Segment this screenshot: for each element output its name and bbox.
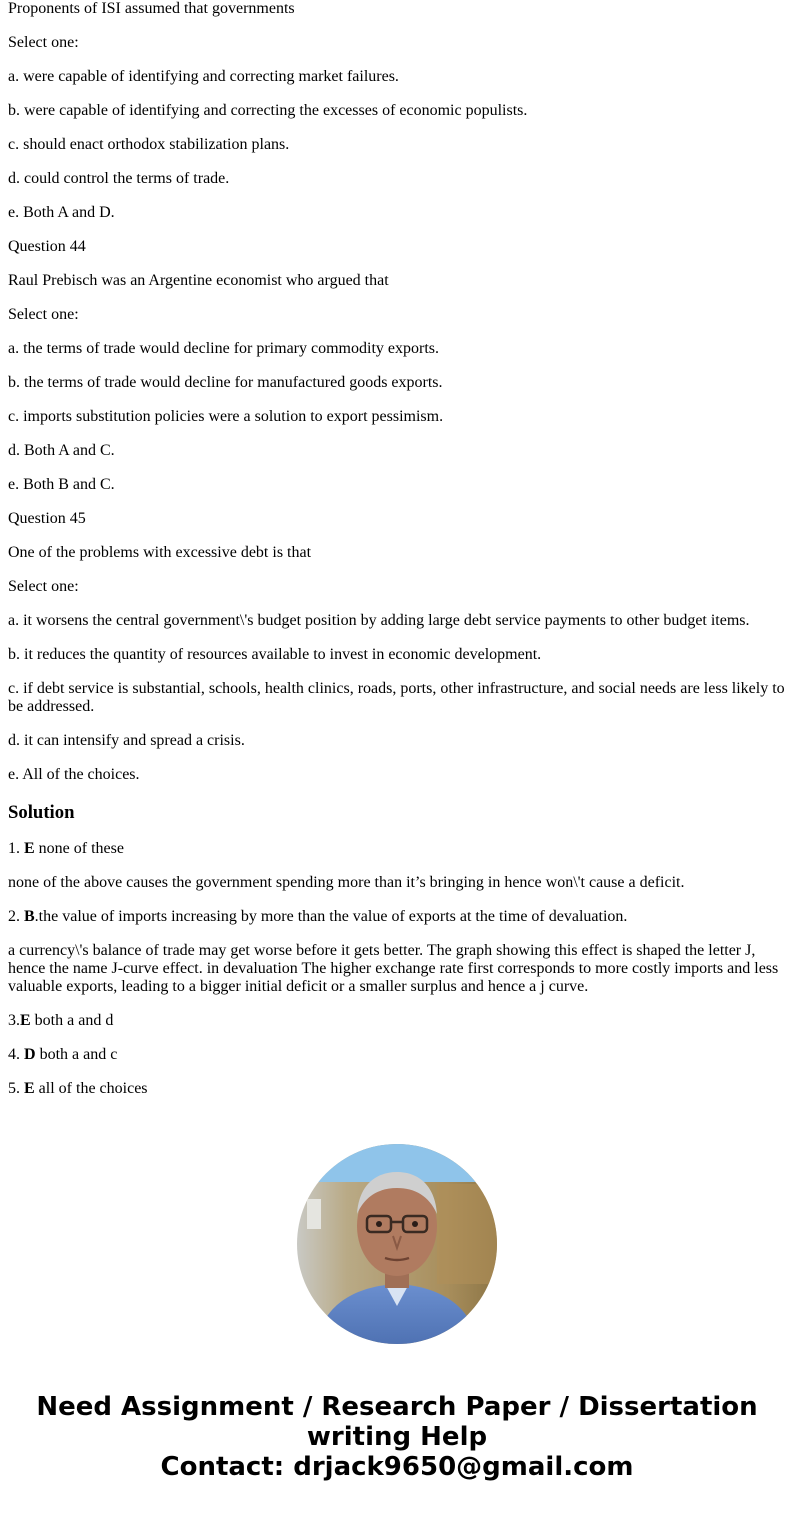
answer-1-text: none of these: [34, 840, 124, 857]
answer-3-text: both a and d: [30, 1012, 114, 1029]
answer-4-text: both a and c: [35, 1046, 118, 1063]
question-44-prompt: Select one:: [8, 306, 79, 323]
answer-2-explanation: a currency\'s balance of trade may get worse before it gets better. The graph showing this effect is shaped the letter J, hence the name J-curve effect. in devaluation The higher exchange rate first corresponds to more costly imports and less valuable exports, leading to a bigger initial deficit or a smaller surplus and hence a j curve.: [8, 942, 779, 995]
answer-2-number: 2.: [8, 908, 24, 925]
question-44-option-d: d. Both A and C.: [8, 442, 115, 459]
answer-2: [8, 908, 786, 926]
question-43-prompt: Select one:: [8, 34, 79, 51]
avatar: [297, 1144, 497, 1344]
question-44-option-c: c. imports substitution policies were a solution to export pessimism.: [8, 408, 444, 425]
question-43-stem: Proponents of ISI assumed that governments: [8, 0, 295, 17]
answer-2-text: .the value of imports increasing by more than the value of exports at the time of devaluation.: [34, 908, 628, 925]
answer-1: [8, 840, 786, 858]
tutor-photo-icon: [297, 1144, 497, 1344]
question-45-option-d: d. it can intensify and spread a crisis.: [8, 732, 245, 749]
answer-3-number: 3.: [8, 1012, 20, 1029]
question-43-option-c: c. should enact orthodox stabilization plans.: [8, 136, 290, 153]
contact-footer: [8, 1392, 786, 1482]
question-45-stem: One of the problems with excessive debt is that: [8, 544, 312, 561]
question-43-option-d: d. could control the terms of trade.: [8, 170, 230, 187]
answer-1-letter: E: [24, 840, 35, 857]
question-43-option-e: e. Both A and D.: [8, 204, 115, 221]
answer-5-letter: E: [24, 1080, 35, 1097]
question-43-option-b: b. were capable of identifying and correcting the excesses of economic populists.: [8, 102, 528, 119]
question-43-option-a: a. were capable of identifying and correcting market failures.: [8, 68, 399, 85]
answer-1-explanation: none of the above causes the government spending more than it’s bringing in hence won\'t cause a deficit.: [8, 874, 685, 891]
answer-2-letter: B: [24, 908, 35, 925]
footer-contact-email: Contact: drjack9650@gmail.com: [160, 1452, 634, 1482]
answer-5-text: all of the choices: [34, 1080, 148, 1097]
solution-heading: Solution: [8, 802, 75, 823]
answer-4-number: 4.: [8, 1046, 24, 1063]
question-44-label: Question 44: [8, 238, 86, 255]
question-45-option-a: a. it worsens the central government\'s budget position by adding large debt service payments to other budget items.: [8, 612, 750, 629]
answer-3-letter: E: [20, 1012, 31, 1029]
footer-line-1: Need Assignment / Research Paper / Dissertation: [36, 1392, 758, 1422]
answer-5-number: 5.: [8, 1080, 24, 1097]
footer-line-2: writing Help: [306, 1422, 488, 1452]
question-44-stem: Raul Prebisch was an Argentine economist who argued that: [8, 272, 389, 289]
question-45-label: Question 45: [8, 510, 86, 527]
question-44-option-b: b. the terms of trade would decline for manufactured goods exports.: [8, 374, 443, 391]
question-45-option-c: c. if debt service is substantial, schools, health clinics, roads, ports, other infrastructure, and social needs are less likely to be addressed.: [8, 680, 785, 715]
answer-4-letter: D: [24, 1046, 36, 1063]
question-45-prompt: Select one:: [8, 578, 79, 595]
answer-3: [8, 1012, 786, 1030]
question-44-option-a: a. the terms of trade would decline for primary commodity exports.: [8, 340, 439, 357]
answer-1-number: 1.: [8, 840, 24, 857]
question-44-option-e: e. Both B and C.: [8, 476, 115, 493]
question-45-option-b: b. it reduces the quantity of resources available to invest in economic development.: [8, 646, 542, 663]
avatar-container: [8, 1144, 786, 1344]
answer-5: [8, 1080, 786, 1098]
question-45-option-e: e. All of the choices.: [8, 766, 140, 783]
answer-4: [8, 1046, 786, 1064]
